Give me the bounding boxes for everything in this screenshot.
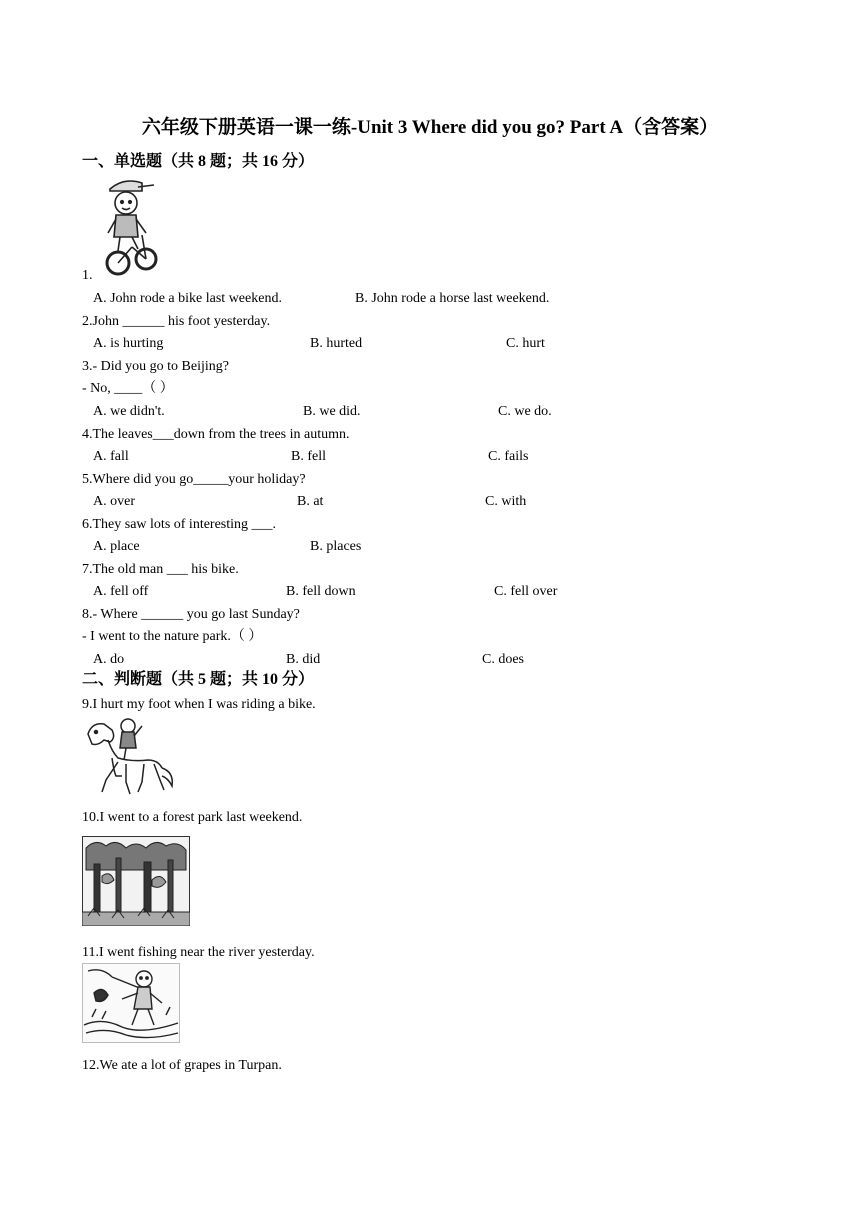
question-5-stem: 5.Where did you go_____your holiday? xyxy=(82,472,306,487)
section-heading-single-choice: 一、单选题（共 8 题；共 16 分） xyxy=(82,153,315,170)
question-4-stem: 4.The leaves___down from the trees in autumn. xyxy=(82,427,350,442)
question-2-stem: 2.John ______ his foot yesterday. xyxy=(82,314,271,329)
question-3-option-c[interactable]: C. we do. xyxy=(498,404,552,419)
question-7-option-b[interactable]: B. fell down xyxy=(286,584,356,599)
forest-park-illustration xyxy=(82,836,190,926)
question-6-option-b[interactable]: B. places xyxy=(310,539,362,554)
question-1-option-a[interactable]: A. John rode a bike last weekend. xyxy=(93,291,282,306)
child-riding-horse-illustration xyxy=(82,716,180,798)
section-heading-true-false: 二、判断题（共 5 题；共 10 分） xyxy=(82,671,315,688)
question-6-stem: 6.They saw lots of interesting ___. xyxy=(82,517,277,532)
question-10-stem: 10.I went to a forest park last weekend. xyxy=(82,810,303,825)
question-8-option-b[interactable]: B. did xyxy=(286,652,321,667)
boy-fishing-illustration xyxy=(82,963,180,1043)
question-3-stem-line2: - No, ____（ ） xyxy=(82,381,174,396)
question-5-option-b[interactable]: B. at xyxy=(297,494,324,509)
question-7-stem: 7.The old man ___ his bike. xyxy=(82,562,239,577)
question-3-option-a[interactable]: A. we didn't. xyxy=(93,404,165,419)
question-12-stem: 12.We ate a lot of grapes in Turpan. xyxy=(82,1058,282,1073)
question-7-option-c[interactable]: C. fell over xyxy=(494,584,558,599)
question-8-option-a[interactable]: A. do xyxy=(93,652,125,667)
question-2-option-b[interactable]: B. hurted xyxy=(310,336,363,351)
question-4-option-b[interactable]: B. fell xyxy=(291,449,326,464)
boy-riding-bike-illustration xyxy=(102,175,162,277)
question-3-option-b[interactable]: B. we did. xyxy=(303,404,361,419)
question-2-option-c[interactable]: C. hurt xyxy=(506,336,545,351)
question-5-option-a[interactable]: A. over xyxy=(93,494,135,509)
question-8-stem: 8.- Where ______ you go last Sunday? xyxy=(82,607,300,622)
question-8-stem-line2: - I went to the nature park.（ ） xyxy=(82,629,263,644)
question-1-stem: 1. xyxy=(82,268,93,283)
question-1-option-b[interactable]: B. John rode a horse last weekend. xyxy=(355,291,550,306)
question-2-option-a[interactable]: A. is hurting xyxy=(93,336,164,351)
question-3-stem: 3.- Did you go to Beijing? xyxy=(82,359,229,374)
question-7-option-a[interactable]: A. fell off xyxy=(93,584,149,599)
question-6-option-a[interactable]: A. place xyxy=(93,539,140,554)
question-5-option-c[interactable]: C. with xyxy=(485,494,527,509)
question-9-stem: 9.I hurt my foot when I was riding a bike. xyxy=(82,697,316,712)
question-4-option-c[interactable]: C. fails xyxy=(488,449,529,464)
question-8-option-c[interactable]: C. does xyxy=(482,652,524,667)
question-4-option-a[interactable]: A. fall xyxy=(93,449,129,464)
question-11-stem: 11.I went fishing near the river yesterday. xyxy=(82,945,315,960)
page-title: 六年级下册英语一课一练-Unit 3 Where did you go? Part A（含答案） xyxy=(141,117,719,138)
